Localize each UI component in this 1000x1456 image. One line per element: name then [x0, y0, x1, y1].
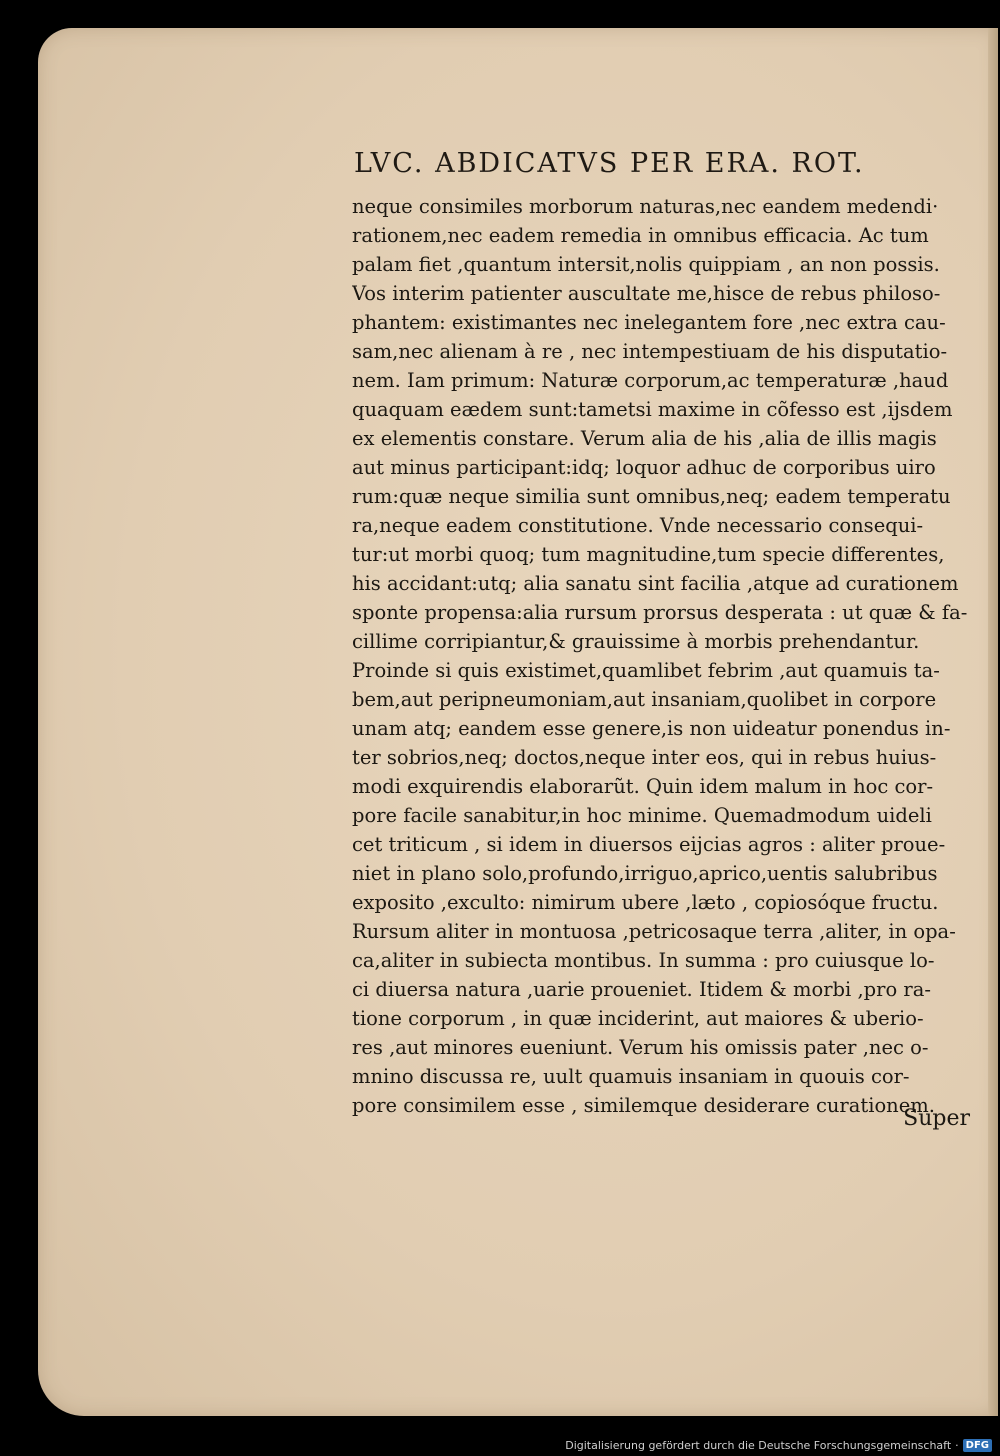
- text-line: Vos interim patienter auscultate me,hisce de rebus philoso-: [352, 282, 941, 305]
- text-line: ra,neque eadem constitutione. Vnde necessario consequi-: [352, 514, 924, 537]
- text-line: cillime corripiantur,& grauissime à morbis prehendantur.: [352, 630, 920, 653]
- dfg-logo-icon: DFG: [963, 1439, 992, 1452]
- text-line: Rursum aliter in montuosa ,petricosaque terra ,aliter, in opa-: [352, 920, 956, 943]
- text-line: mnino discussa re, uult quamuis insaniam in quouis cor-: [352, 1065, 910, 1088]
- running-head: LVC. ABDICATVS PER ERA. ROT.: [354, 148, 865, 179]
- credit-text: Digitalisierung gefördert durch die Deutsche Forschungsgemeinschaft: [565, 1439, 952, 1452]
- text-line: nem. Iam primum: Naturæ corporum,ac temperaturæ ,haud: [352, 369, 949, 392]
- text-line: tur:ut morbi quoq; tum magnitudine,tum specie differentes,: [352, 543, 945, 566]
- book-page: [38, 28, 998, 1416]
- text-line: Proinde si quis existimet,quamlibet febrim ,aut quamuis ta-: [352, 659, 940, 682]
- text-line: sam,nec alienam à re , nec intempestiuam de his disputatio-: [352, 340, 948, 363]
- text-line: res ,aut minores eueniunt. Verum his omissis pater ,nec o-: [352, 1036, 929, 1059]
- text-line: aut minus participant:idq; loquor adhuc de corporibus uiro: [352, 456, 936, 479]
- text-line: ci diuersa natura ,uarie proueniet. Itidem & morbi ,pro ra-: [352, 978, 931, 1001]
- text-line: ter sobrios,neq; doctos,neque inter eos, qui in rebus huius-: [352, 746, 937, 769]
- text-line: pore facile sanabitur,in hoc minime. Quemadmodum uideli: [352, 804, 932, 827]
- text-line: exposito ,exculto: nimirum ubere ,læto , copiosóque fructu.: [352, 891, 939, 914]
- text-line: bem,aut peripneumoniam,aut insaniam,quolibet in corpore: [352, 688, 937, 711]
- text-line: pore consimilem esse , similemque desiderare curationem.: [352, 1094, 935, 1117]
- catchword: Super: [903, 1106, 970, 1131]
- text-line: phantem: existimantes nec inelegantem fore ,nec extra cau-: [352, 311, 946, 334]
- text-line: ca,aliter in subiecta montibus. In summa : pro cuiusque lo-: [352, 949, 935, 972]
- text-line: his accidant:utq; alia sanatu sint facilia ,atque ad curationem: [352, 572, 959, 595]
- text-line: niet in plano solo,profundo,irriguo,aprico,uentis salubribus: [352, 862, 938, 885]
- text-line: modi exquirendis elaborarũt. Quin idem malum in hoc cor-: [352, 775, 934, 798]
- text-line: ex elementis constare. Verum alia de his ,alia de illis magis: [352, 427, 937, 450]
- credit-separator: ·: [955, 1439, 959, 1452]
- text-line: rationem,nec eadem remedia in omnibus efficacia. Ac tum: [352, 224, 929, 247]
- text-line: rum:quæ neque similia sunt omnibus,neq; eadem temperatu: [352, 485, 951, 508]
- text-line: sponte propensa:alia rursum prorsus desperata : ut quæ & fa-: [352, 601, 968, 624]
- digitization-credit: [565, 1439, 992, 1452]
- text-line: tione corporum , in quæ inciderint, aut maiores & uberio-: [352, 1007, 924, 1030]
- text-line: neque consimiles morborum naturas,nec eandem medendi·: [352, 195, 939, 218]
- text-line: quaquam eædem sunt:tametsi maxime in cõfesso est ,ijsdem: [352, 398, 953, 421]
- body-text: [352, 192, 1000, 1120]
- text-line: cet triticum , si idem in diuersos eijcias agros : aliter proue-: [352, 833, 946, 856]
- text-line: palam fiet ,quantum intersit,nolis quippiam , an non possis.: [352, 253, 940, 276]
- text-line: unam atq; eandem esse genere,is non uideatur ponendus in-: [352, 717, 951, 740]
